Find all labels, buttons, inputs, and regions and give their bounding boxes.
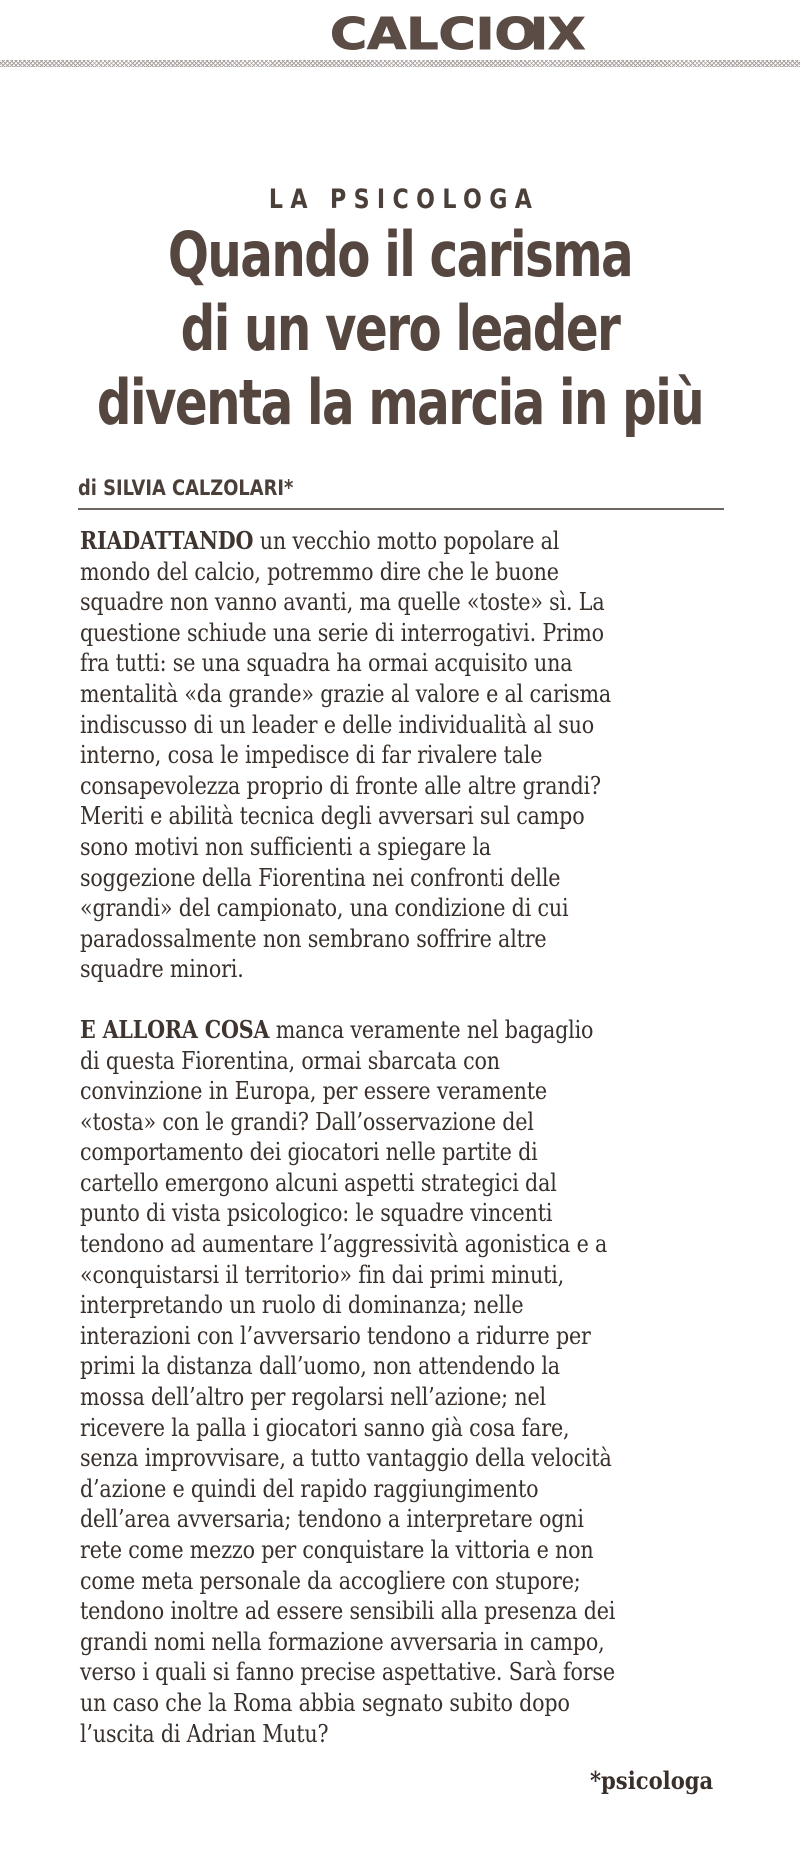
- paragraph-line: [80, 1015, 648, 1046]
- paragraph-line: l’uscita di Adrian Mutu?: [80, 1719, 329, 1748]
- paragraph-line: senza improvvisare, a tutto vantaggio della velocità: [80, 1444, 612, 1473]
- paragraph-line: mossa dell’altro per regolarsi nell’azione; nel: [80, 1383, 546, 1412]
- paragraph-line: interpretando un ruolo di dominanza; nelle: [80, 1291, 524, 1320]
- paragraph-line: punto di vista psicologico: le squadre vincenti: [80, 1199, 553, 1228]
- paragraph-line: rete come mezzo per conquistare la vittoria e non: [80, 1536, 594, 1564]
- paragraph-line: indiscusso di un leader e delle individualità al suo: [80, 710, 594, 739]
- article-kicker: LA PSICOLOGA: [268, 184, 540, 215]
- paragraph-line: convinzione in Europa, per essere veramente: [80, 1077, 547, 1106]
- paragraph-line: «tosta» con le grandi? Dall’osservazione del: [80, 1107, 534, 1136]
- paragraph-line: consapevolezza proprio di fronte alle altre grandi?: [80, 771, 601, 800]
- paragraph-line: interazioni con l’avversario tendono a ridurre per: [80, 1321, 591, 1350]
- paragraph-line: grandi nomi nella formazione avversaria in campo,: [80, 1627, 605, 1656]
- paragraph-line: squadre minori.: [80, 955, 244, 984]
- paragraph-lead-in: E ALLORA COSA: [80, 1014, 270, 1044]
- byline-rule: [78, 508, 724, 510]
- paragraph-line: verso i quali si fanno precise aspettative. Sarà forse: [80, 1658, 615, 1687]
- paragraph-line: primi la distanza dall’uomo, non attendendo la: [80, 1352, 560, 1381]
- paragraph-line: dell’area avversaria; tendono a interpretare ogni: [80, 1505, 584, 1534]
- paragraph-line: paradossalmente non sembrano soffrire altre: [80, 924, 547, 953]
- author-signature: *psicologa: [590, 1766, 714, 1795]
- paragraph-line: ricevere la palla i giocatori sanno già cosa fare,: [80, 1413, 570, 1442]
- paragraph-line: «grandi» del campionato, una condizione di cui: [80, 894, 569, 923]
- paragraph-line: [80, 526, 648, 557]
- article-byline: di SILVIA CALZOLARI*: [78, 476, 294, 500]
- header-dotted-rule: [0, 60, 800, 67]
- paragraph-line: mondo del calcio, potremmo dire che le buone: [80, 557, 559, 586]
- section-name: CALCIO: [330, 9, 538, 60]
- paragraph-gap: [80, 985, 740, 1015]
- paragraph-line-text: un vecchio motto popolare al: [253, 527, 560, 555]
- article-paragraph: [80, 526, 740, 985]
- paragraph-line: sono motivi non sufficienti a spiegare la: [80, 832, 491, 861]
- paragraph-line: tendono ad aumentare l’aggressività agonistica e a: [80, 1230, 608, 1259]
- paragraph-line: tendono inoltre ad essere sensibili alla presenza dei: [80, 1597, 616, 1626]
- headline-line: di un vero leader: [180, 292, 620, 365]
- article-paragraph: [80, 1015, 740, 1749]
- paragraph-line: «conquistarsi il territorio» fin dai primi minuti,: [80, 1260, 565, 1289]
- article-body: [80, 526, 740, 1749]
- paragraph-line: come meta personale da accogliere con stupore;: [80, 1566, 581, 1595]
- paragraph-lead-in: RIADATTANDO: [80, 526, 254, 555]
- paragraph-line: fra tutti: se una squadra ha ormai acquisito una: [80, 649, 573, 678]
- paragraph-line: d’azione e quindi del rapido raggiungimento: [80, 1474, 539, 1503]
- article-headline: [0, 218, 800, 440]
- section-header: [330, 10, 750, 60]
- paragraph-line: cartello emergono alcuni aspetti strategici dal: [80, 1168, 557, 1197]
- paragraph-line-text: manca veramente nel bagaglio: [269, 1015, 594, 1044]
- headline-line: Quando il carisma: [167, 218, 633, 291]
- paragraph-line: squadre non vanno avanti, ma quelle «toste» sì. La: [80, 588, 605, 617]
- headline-line: diventa la marcia in più: [96, 366, 704, 439]
- paragraph-line: interno, cosa le impedisce di far rivalere tale: [80, 741, 543, 770]
- page-number: IX: [530, 9, 586, 60]
- paragraph-line: soggezione della Fiorentina nei confronti delle: [80, 863, 561, 892]
- paragraph-line: mentalità «da grande» grazie al valore e al carisma: [80, 679, 612, 708]
- paragraph-line: di questa Fiorentina, ormai sbarcata con: [80, 1046, 500, 1075]
- paragraph-line: comportamento dei giocatori nelle partite di: [80, 1138, 538, 1167]
- paragraph-line: questione schiude una serie di interrogativi. Primo: [80, 618, 604, 647]
- paragraph-line: Meriti e abilità tecnica degli avversari sul campo: [80, 802, 585, 831]
- paragraph-line: un caso che la Roma abbia segnato subito dopo: [80, 1688, 570, 1717]
